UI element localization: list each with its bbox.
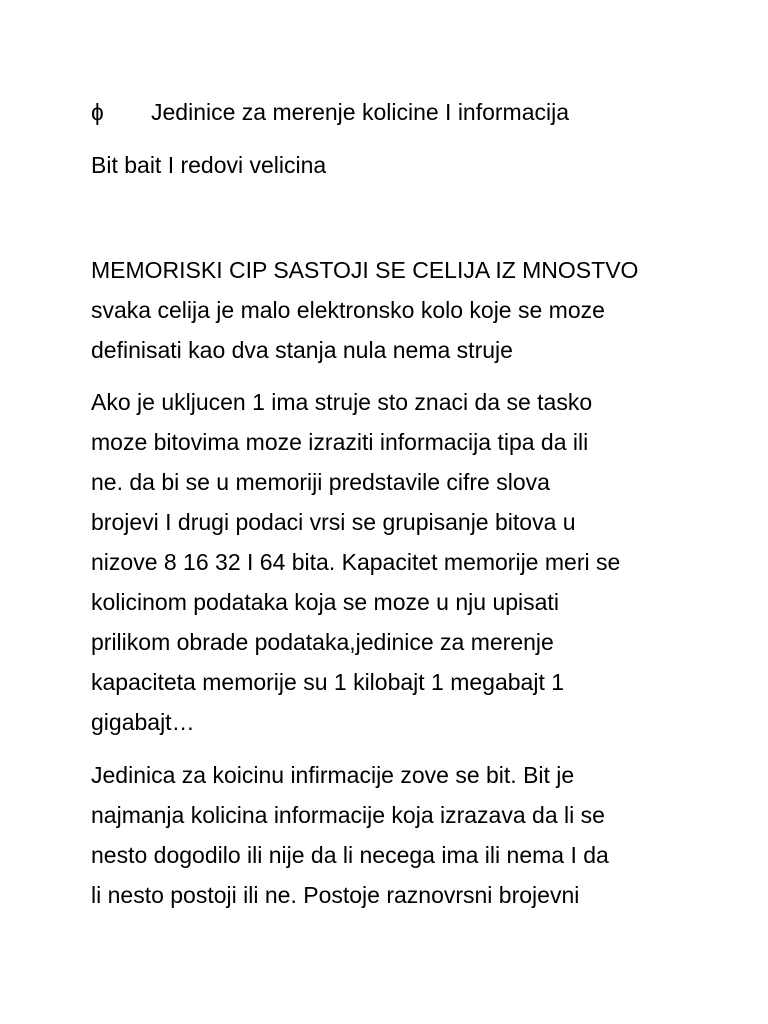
- paragraph1-line: definisati kao dva stanja nula nema struje: [91, 337, 513, 363]
- paragraph2-line: prilikom obrade podataka,jedinice za merenje: [91, 629, 554, 655]
- paragraph3-line: nesto dogodilo ili nije da li necega ima ili nema I da: [91, 842, 609, 868]
- paragraph1-line: svaka celija je malo elektronsko kolo koje se moze: [91, 297, 605, 323]
- paragraph2-line: nizove 8 16 32 I 64 bita. Kapacitet memorije meri se: [91, 549, 621, 575]
- heading-line: [91, 92, 569, 132]
- paragraph2-line: ne. da bi se u memoriji predstavile cifre slova: [91, 469, 550, 495]
- paragraph3-line: najmanja kolicina informacije koja izrazava da li se: [91, 802, 605, 828]
- heading-text: Jedinice za merenje kolicine I informacija: [151, 99, 570, 125]
- bullet-symbol: ɸ: [91, 99, 104, 125]
- paragraph2-line: brojevi I drugi podaci vrsi se grupisanje bitova u: [91, 509, 576, 535]
- paragraph2-line: gigabajt…: [91, 709, 195, 735]
- subheading-text: Bit bait I redovi velicina: [91, 152, 327, 178]
- paragraph1-line: MEMORISKI CIP SASTOJI SE CELIJA IZ MNOSTVO: [91, 257, 639, 283]
- paragraph3-line: Jedinica za koicinu infirmacije zove se bit. Bit je: [91, 762, 575, 788]
- paragraph2-line: kolicinom podataka koja se moze u nju upisati: [91, 589, 559, 615]
- paragraph3-line: li nesto postoji ili ne. Postoje raznovrsni brojevni: [91, 882, 580, 908]
- paragraph2-line: moze bitovima moze izraziti informacija tipa da ili: [91, 429, 589, 455]
- paragraph2-line: kapaciteta memorije su 1 kilobajt 1 megabajt 1: [91, 669, 565, 695]
- paragraph2-line: Ako je ukljucen 1 ima struje sto znaci da se tasko: [91, 389, 593, 415]
